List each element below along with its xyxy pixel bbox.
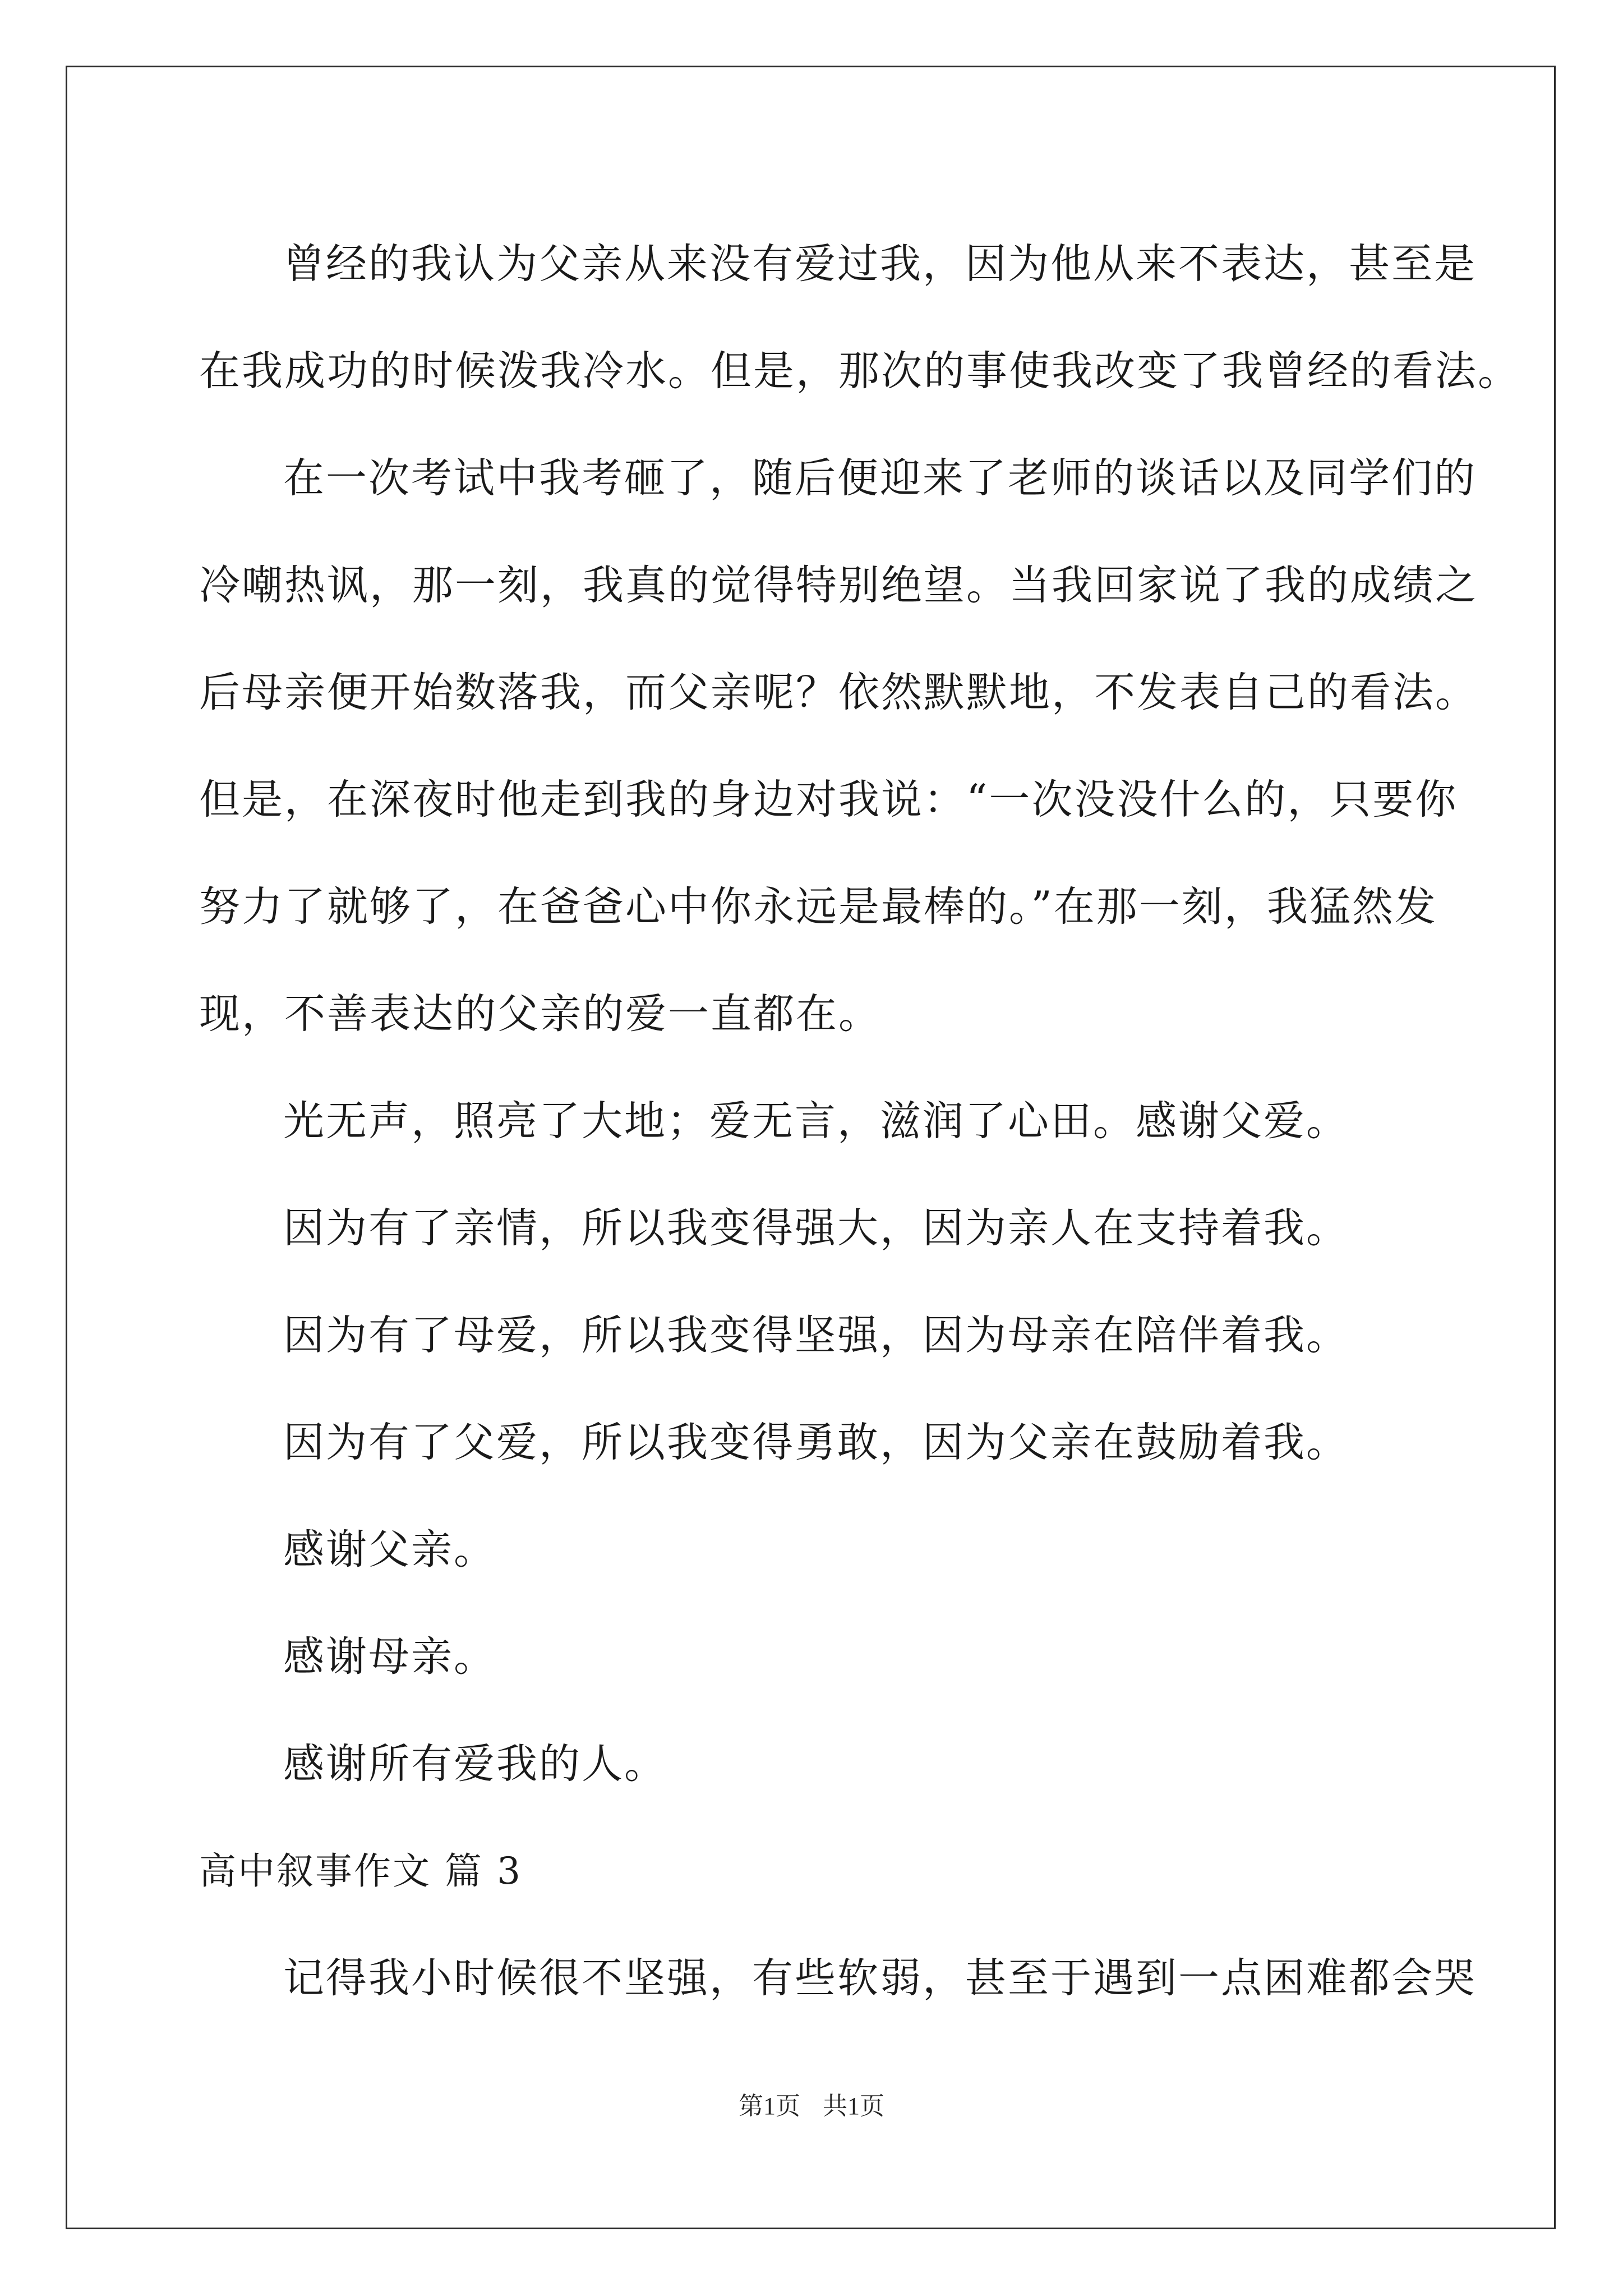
- page-number: 第1页: [739, 2092, 800, 2120]
- paragraph-line: 因为有了亲情，所以我变得强大，因为亲人在支持着我。: [283, 1204, 1349, 1252]
- paragraph-line: 因为有了母爱，所以我变得坚强，因为母亲在陪伴着我。: [283, 1312, 1349, 1359]
- paragraph-line: 现，不善表达的父亲的爱一直都在。: [199, 990, 881, 1038]
- page-total: 共1页: [823, 2092, 884, 2120]
- paragraph-line: 感谢母亲。: [283, 1633, 496, 1681]
- paragraph-line: 在我成功的时候泼我冷水。但是，那次的事使我改变了我曾经的看法。: [199, 347, 1520, 395]
- document-body: [199, 210, 1520, 2032]
- paragraph-line: 感谢所有爱我的人。: [283, 1740, 667, 1788]
- section-heading: 高中叙事作文 篇 3: [199, 1849, 522, 1893]
- paragraph-line: 感谢父亲。: [283, 1526, 496, 1573]
- paragraph-line: 记得我小时候很不坚强，有些软弱，甚至于遇到一点困难都会哭: [283, 1954, 1477, 2002]
- paragraph-line: 后母亲便开始数落我，而父亲呢？依然默默地，不发表自己的看法。: [199, 669, 1478, 716]
- paragraph-line: 因为有了父爱，所以我变得勇敢，因为父亲在鼓励着我。: [283, 1419, 1349, 1466]
- page-footer: [0, 2090, 1623, 2123]
- paragraph-line: 在一次考试中我考砸了，随后便迎来了老师的谈话以及同学们的: [283, 454, 1477, 502]
- paragraph-line: 努力了就够了，在爸爸心中你永远是最棒的。”在那一刻，我猛然发: [199, 883, 1437, 931]
- paragraph-line: 曾经的我认为父亲从来没有爱过我，因为他从来不表达，甚至是: [283, 240, 1477, 288]
- paragraph-line: 但是，在深夜时他走到我的身边对我说：“一次没没什么的，只要你: [199, 776, 1458, 823]
- paragraph-line: 冷嘲热讽，那一刻，我真的觉得特别绝望。当我回家说了我的成绩之: [199, 562, 1478, 609]
- paragraph-line: 光无声，照亮了大地；爱无言，滋润了心田。感谢父爱。: [283, 1097, 1349, 1145]
